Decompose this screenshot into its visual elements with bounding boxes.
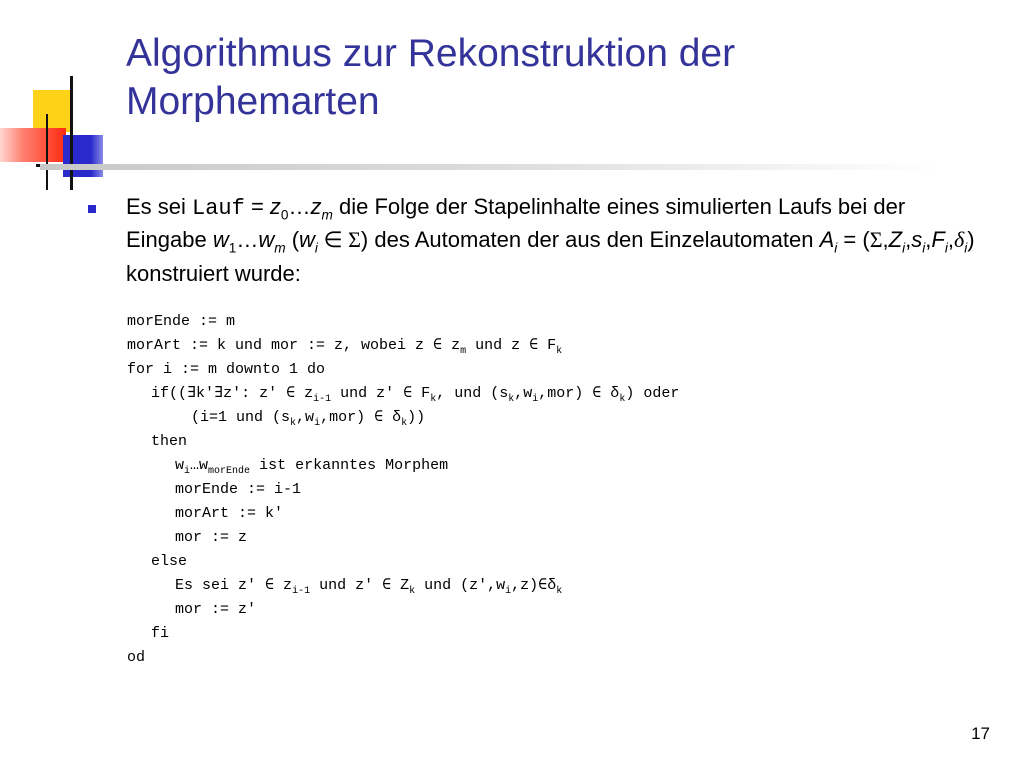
code-line: if((∃k'∃z': z' ∈ $z_{i-1}$ und z' ∈ $F_k$, und $(s_k,w_i,mor)$ ∈ $\delta_k$) oder [151,385,680,405]
title-rule [40,164,940,170]
page-number: 17 [971,724,990,743]
vertical-line [70,76,73,190]
code-line: morArt := k und mor := z, wobei z ∈ $z_m$ und z ∈ $F_k$ [127,337,563,357]
slide-title: Algorithmus zur Rekonstruktion der Morphemarten [126,32,736,123]
red-bar [0,128,66,162]
code-line: mor := z [175,529,248,546]
code-line: Es sei z' ∈ $z_{i-1}$ und z' ∈ $Z_k$ und $(z',w_i,z)\in\delta_k$ [175,577,563,597]
vertical-line-short [46,114,48,190]
bullet-icon [88,205,96,213]
code-line: morEnde := m [127,313,236,330]
code-line: od [127,649,146,666]
code-line: fi [151,625,170,642]
code-line: (i=1 und $(s_k,w_i,mor)$ ∈ $\delta_k$)) [191,409,426,429]
code-line: morArt := k' [175,505,284,522]
code-line: morEnde := i-1 [175,481,302,498]
code-line: mor := z' [175,601,257,618]
code-line: else [151,553,188,570]
code-line: $w_i\dots w_{morEnde}$ ist erkanntes Morphem [175,457,449,477]
bullet-text: Es sei Lauf = $z_0\dots z_m$ die Folge der Stapelinhalte eines simulierten Laufs bei der Eingabe $w_1\dots w_m$ ($w_i$ ∈ Σ) des Automaten der aus den Einzelautomaten $A_i = (\Sigma,Z_i,s_i,F_i,\delta_i)$ konstruiert wurde: [126,194,975,286]
code-line: then [151,433,188,450]
blue-square [63,135,103,177]
code-line: for i := m downto 1 do [127,361,326,378]
yellow-square [33,90,73,132]
algorithm-code [127,310,987,670]
decorative-logo [0,0,130,200]
